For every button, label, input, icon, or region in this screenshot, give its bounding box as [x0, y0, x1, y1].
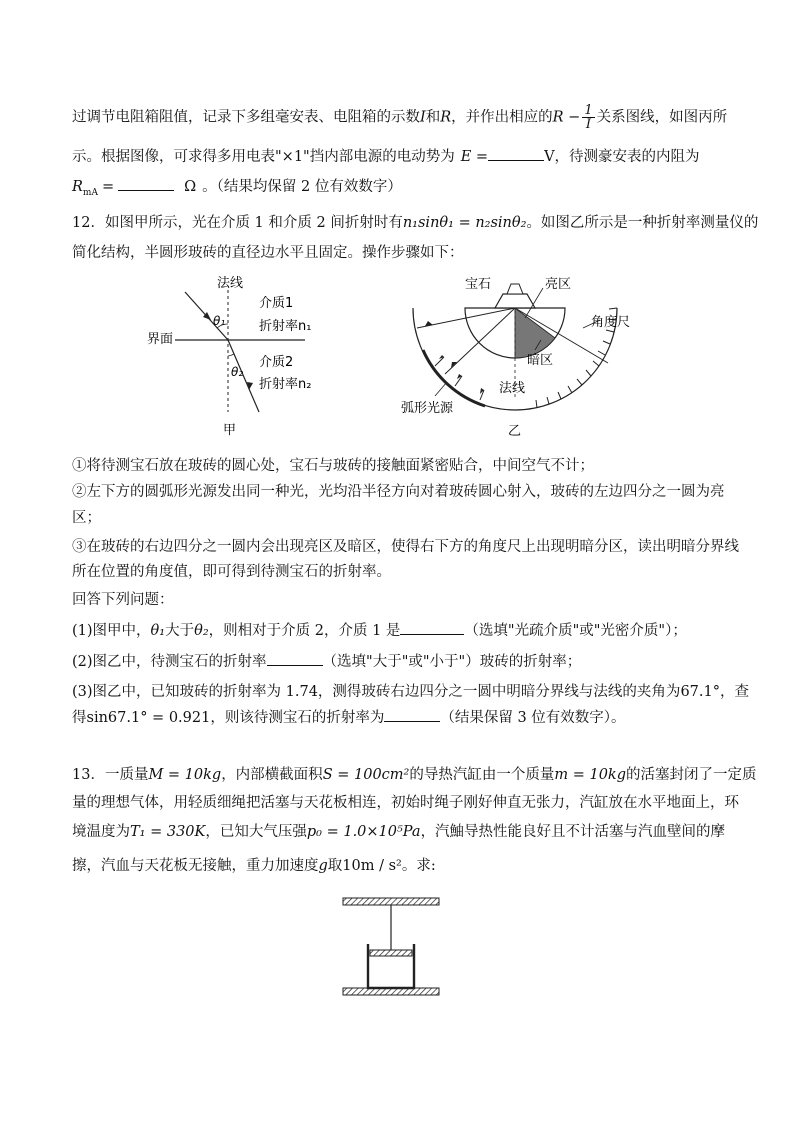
- q12-text: 简化结构，半圆形玻砖的直径边水平且固定。操作步骤如下：: [72, 245, 464, 261]
- q13-text: 擦，汽血与天花板无接触，重力加速度: [72, 858, 319, 874]
- label-bright: 亮区: [545, 277, 572, 292]
- caption-a: 甲: [223, 423, 237, 438]
- frac-denominator: I: [585, 117, 592, 132]
- label-medium1: 介质1: [259, 296, 294, 311]
- value-M: M = 10kg: [148, 767, 222, 783]
- step-text: ①将待测宝石放在玻砖的圆心处，宝石与玻砖的接触面紧密贴合，中间空气不计；: [72, 458, 594, 474]
- q11-text: ，并作出相应的: [451, 109, 553, 126]
- frac-numerator: 1: [584, 103, 593, 118]
- fraction-1-over-I: [582, 104, 594, 131]
- arrowhead-icon: [451, 362, 457, 368]
- q11-text: 和: [425, 109, 441, 126]
- part-text: （结果保留 3 位有效数字）。: [440, 710, 626, 726]
- label-index2: 折射率n₂: [259, 377, 312, 392]
- q11-text: 过调节电阻箱阻值，记录下多组毫安表、电阻箱的示数: [72, 109, 420, 126]
- arc-light-source: [423, 350, 485, 406]
- figure-cylinder: [335, 892, 445, 1000]
- step-text: 所在位置的角度值，即可得到待测宝石的折射率。: [72, 564, 391, 580]
- subscript-mA: mA: [82, 187, 98, 198]
- caption-b: 乙: [508, 424, 522, 439]
- label-ruler: 角度尺: [591, 315, 631, 330]
- q11-text: 示。根据图像，可求得多用电表"×1"挡内部电源的电动势为: [72, 149, 455, 165]
- q12-line-2: [72, 243, 733, 263]
- part-text: 得: [72, 710, 87, 726]
- q13-text: 13．一质量: [72, 767, 149, 783]
- q12-text: 。如图乙所示是一种折射率测量仪的: [526, 215, 759, 231]
- blank-gem-index[interactable]: [384, 707, 440, 722]
- q13-text: 量的理想气体，用轻质细绳把活塞与天花板相连，初始时绳子刚好伸直无张力，汽缸放在水平地面上，环: [72, 795, 739, 811]
- q12-part-2: [72, 651, 733, 672]
- q13-text: 境温度为: [72, 824, 130, 840]
- step-text: ②左下方的圆弧形光源发出同一种光，光均沿半径方向对着玻砖圆心射入，玻砖的左边四分之一圆为亮: [72, 484, 725, 500]
- blank-emf[interactable]: [488, 146, 544, 161]
- part-text: ，则相对于介质 2，介质 1 是: [208, 623, 401, 639]
- value-g: 10m / s²: [342, 858, 402, 874]
- var-I: I: [420, 109, 426, 126]
- part-text: ，查: [719, 684, 749, 700]
- label-index1: 折射率n₁: [259, 319, 312, 334]
- var-theta1: θ₁: [150, 623, 166, 639]
- blank-medium-type[interactable]: [400, 620, 464, 635]
- q12-part-3a: [72, 682, 749, 702]
- answer-intro: 回答下列问题：: [72, 592, 174, 608]
- q13-text: ，汽鮋导热性能良好且不计活塞与汽血壁间的摩: [420, 824, 726, 840]
- label-medium2: 介质2: [259, 355, 294, 370]
- value-S: S = 100cm²: [322, 767, 410, 783]
- q13-line-3: [72, 822, 733, 842]
- label-light-source: 弧形光源: [401, 401, 454, 416]
- blank-internal-resistance[interactable]: [118, 176, 174, 191]
- q11-line-1: [72, 104, 733, 131]
- q13-line-2: [72, 793, 739, 813]
- var-R-mA: R: [72, 179, 83, 195]
- part-text: (3)图乙中，已知玻砖的折射率为 1.74，测得玻砖右边四分之一圆中明暗分界线与法线的夹角为: [72, 684, 681, 700]
- label-theta2: θ₂: [231, 365, 244, 379]
- var-R: R: [440, 109, 452, 126]
- step-text: 区；: [72, 510, 101, 526]
- ceiling: [343, 898, 439, 905]
- q11-text: V，待测豪安表的内阻为: [544, 149, 700, 165]
- q12-step-2a: [72, 482, 733, 502]
- q12-step-2b: [72, 508, 733, 528]
- label-interface: 界面: [147, 332, 174, 347]
- q11-line-3: [72, 176, 733, 203]
- blank-compare[interactable]: [267, 651, 323, 666]
- label-theta1: θ₁: [213, 314, 226, 328]
- q13-text: ，内部横截面积: [221, 767, 323, 783]
- part-text: （选填"光疏介质"或"光密介质"）；: [464, 623, 687, 639]
- q12-line-1: [72, 213, 759, 233]
- q12-answer-intro: [72, 590, 733, 610]
- q11-text: 关系图线，如图丙所: [596, 109, 728, 126]
- label-normal-b: 法线: [499, 381, 526, 396]
- var-theta2: θ₂: [194, 623, 209, 639]
- var-E: E =: [460, 149, 489, 165]
- q13-text: 取: [327, 858, 343, 874]
- q13-text: 。求:: [401, 858, 436, 874]
- q12-text: 12．如图甲所示，光在介质 1 和介质 2 间折射时有: [72, 215, 403, 231]
- step-text: ③在玻砖的右边四分之一圆内会出现亮区及暗区，使得右下方的角度尺上出现明暗分区，读出明暗分界线: [72, 539, 739, 555]
- part-text: ，则该待测宝石的折射率为: [210, 710, 385, 726]
- q12-step-1: [72, 456, 733, 476]
- expr-R: R −: [552, 109, 581, 126]
- part-text: 大于: [165, 623, 195, 639]
- q12-part-3b: [72, 707, 733, 728]
- value-m: m = 10kg: [554, 767, 626, 783]
- gem-icon: [495, 294, 535, 308]
- equals-sign: =: [101, 179, 115, 195]
- q12-step-3b: [72, 562, 733, 582]
- gem-crown: [507, 284, 523, 294]
- value-T1: T₁ = 330K: [130, 824, 206, 840]
- q11-text: 。（结果均保留 2 位有效数字）: [202, 179, 402, 195]
- q13-line-1: [72, 765, 757, 785]
- ground: [343, 988, 439, 995]
- q12-part-1: [72, 620, 733, 641]
- angle-arc: [228, 354, 234, 356]
- label-gem: 宝石: [465, 277, 492, 292]
- part-text: （选填"大于"或"小于"）玻砖的折射率；: [322, 654, 582, 670]
- value-p0: p₀ = 1.0×10⁵Pa: [306, 824, 421, 840]
- q13-line-4: [72, 856, 733, 876]
- part-text: (1)图甲中，: [72, 623, 151, 639]
- label-normal: 法线: [217, 276, 244, 291]
- figure-b-refractometer: [395, 270, 645, 442]
- q13-text: 的导热汽缸由一个质量: [409, 767, 555, 783]
- q11-line-2: [72, 146, 733, 167]
- unit-ohm: Ω: [184, 179, 197, 195]
- q13-text: 的活塞封闭了一定质: [626, 767, 757, 783]
- label-dark: 暗区: [527, 353, 554, 368]
- q12-step-3a: [72, 537, 739, 557]
- sine-value: sin67.1° = 0.921: [86, 710, 211, 726]
- angle-value: 67.1°: [680, 684, 720, 700]
- snell-formula: n₁sinθ₁ = n₂sinθ₂: [402, 215, 527, 231]
- q13-text: ，已知大气压强: [205, 824, 307, 840]
- figure-a-refraction: [145, 272, 335, 442]
- piston: [370, 950, 412, 956]
- part-text: (2)图乙中，待测宝石的折射率: [72, 654, 267, 670]
- var-g: g: [318, 858, 328, 874]
